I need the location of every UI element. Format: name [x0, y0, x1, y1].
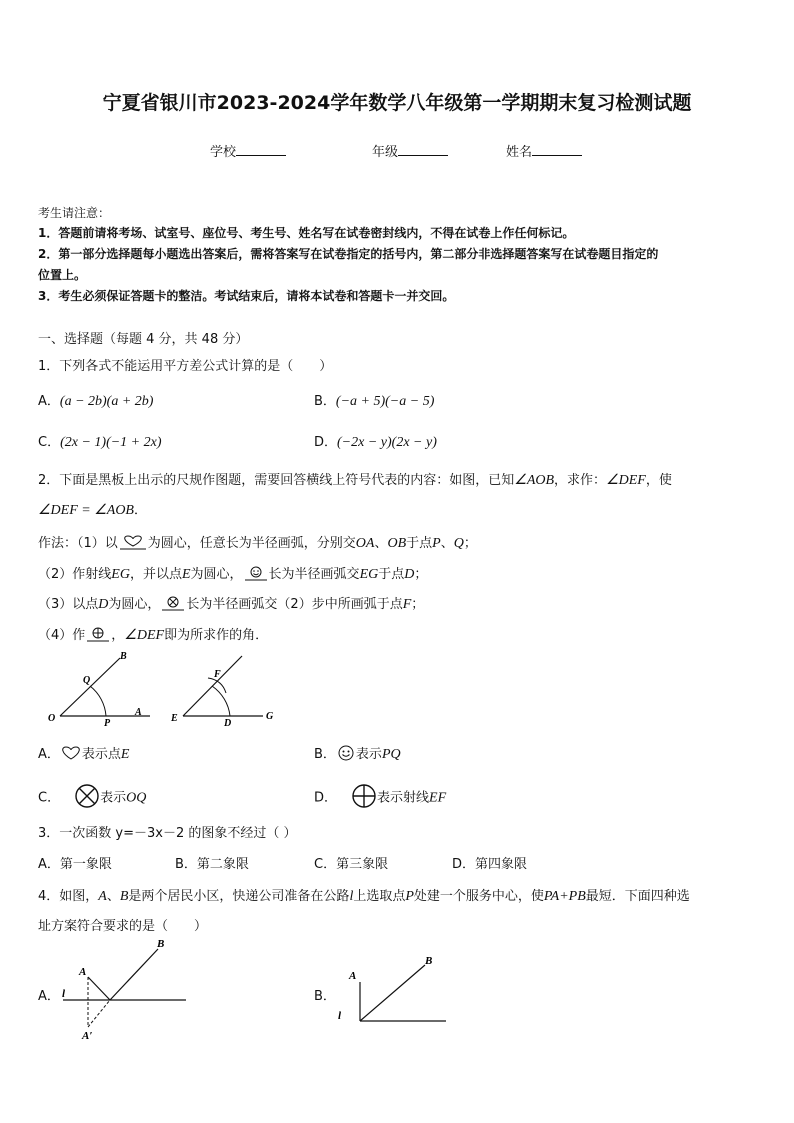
q3-stem: 3．一次函数 y=－3x－2 的图象不经过（ ）	[38, 826, 297, 841]
segment-pb	[360, 965, 425, 1021]
heart-icon	[118, 534, 148, 554]
q2-stem-line1: 2．下面是黑板上出示的尺规作图题，需要回答横线上符号代表的内容：如图，已知∠AOB，求作：∠DEF，使	[38, 473, 672, 488]
q3-option-c[interactable]: C．第三象限	[314, 857, 389, 872]
label-a: A	[349, 970, 357, 982]
q2-option-c[interactable]: C． 表示OQ	[38, 783, 146, 813]
q3-option-d[interactable]: D．第四象限	[452, 857, 528, 872]
crossed-circle-icon	[160, 595, 186, 615]
q1-option-b[interactable]: B．(−a + 5)(−a − 5)	[314, 394, 435, 409]
q2-option-b[interactable]: B． 表示PQ	[314, 743, 401, 765]
q1-option-c[interactable]: C．(2x − 1)(−1 + 2x)	[38, 435, 162, 450]
ray-ob	[60, 658, 120, 716]
name-blank[interactable]	[532, 143, 582, 156]
notice-item-2-cont: 位置上。	[38, 268, 87, 282]
notice-item-1: 1．答题前请将考场、试室号、座位号、考生号、姓名写在试卷密封线内，不得在试卷上作任何标记。	[38, 226, 575, 240]
arc-pq	[90, 686, 106, 716]
label-p: P	[104, 718, 111, 728]
crossed-circle-icon	[74, 783, 100, 813]
q2-method-step4: （4）作 ，∠DEF即为所求作的角．	[38, 624, 268, 646]
label-b: B	[425, 955, 433, 967]
name-field	[506, 141, 582, 160]
notice-heading: 考生请注意：	[38, 206, 111, 220]
notice-item-2: 2．第一部分选择题每小题选出答案后，需将答案写在试卷指定的括号内，第二部分非选择题答案写在试卷题目指定的	[38, 247, 659, 261]
label-e: E	[171, 713, 178, 724]
q4-figure-a	[58, 935, 193, 1045]
grade-field	[372, 141, 448, 160]
plus-circle-icon	[351, 783, 377, 813]
arc-f	[208, 678, 226, 693]
q1-stem: 1．下列各式不能运用平方差公式计算的是（ ）	[38, 359, 333, 374]
q2-option-d[interactable]: D． 表示射线EF	[314, 783, 446, 813]
label-b: B	[157, 938, 165, 950]
q3-option-b[interactable]: B．第二象限	[175, 857, 249, 872]
q2-construction-figures	[40, 648, 290, 728]
name-label: 姓名	[506, 145, 533, 160]
q4-option-a[interactable]: A．	[38, 989, 60, 1004]
smiley-icon	[336, 745, 356, 765]
q4-option-b[interactable]: B．	[314, 989, 336, 1004]
school-label: 学校	[210, 145, 237, 160]
q2-stem-line2: ∠DEF = ∠AOB．	[38, 503, 147, 518]
q2-option-a[interactable]: A． 表示点E	[38, 743, 129, 765]
smiley-icon	[243, 565, 269, 585]
q4-stem-line2: 址方案符合要求的是（ ）	[38, 919, 208, 934]
page-title: 宁夏省银川市2023-2024学年数学八年级第一学期期末复习检测试题	[102, 92, 692, 114]
label-a: A	[79, 966, 87, 978]
reflection-dashed	[88, 1000, 110, 1027]
notice-item-3: 3．考生必须保证答题卡的整洁。考试结束后，请将本试卷和答题卡一并交回。	[38, 289, 455, 303]
label-f: F	[214, 669, 221, 680]
q2-method-step2: （2）作射线EG，并以点E为圆心， 长为半径画弧交EG于点D；	[38, 563, 427, 585]
label-q: Q	[83, 675, 91, 686]
label-a-prime: A′	[82, 1030, 93, 1042]
label-b: B	[120, 651, 127, 662]
q1-option-a[interactable]: A．(a − 2b)(a + 2b)	[38, 394, 154, 409]
arc-df	[212, 686, 230, 716]
label-g: G	[266, 711, 274, 722]
q2-method-step1: 作法：（1）以 为圆心，任意长为半径画弧，分别交OA、OB于点P、Q；	[38, 532, 477, 554]
q3-option-a[interactable]: A．第一象限	[38, 857, 112, 872]
school-blank[interactable]	[236, 143, 286, 156]
segment-pb	[110, 949, 158, 1000]
plus-circle-icon	[85, 626, 111, 646]
section-heading: 一、选择题（每题 4 分，共 48 分）	[38, 332, 249, 347]
label-l: l	[338, 1010, 342, 1022]
label-l: l	[62, 988, 66, 1000]
label-a: A	[135, 707, 142, 718]
q4-figure-b	[333, 950, 453, 1030]
grade-blank[interactable]	[398, 143, 448, 156]
heart-icon	[60, 745, 82, 765]
q1-option-d[interactable]: D．(−2x − y)(2x − y)	[314, 435, 437, 450]
q4-stem-line1: 4．如图，A、B是两个居民小区，快递公司准备在公路l上选取点P处建一个服务中心，使PA+PB最短．下面四种选	[38, 889, 690, 904]
label-d: D	[224, 718, 232, 728]
segment-pa	[88, 977, 110, 1000]
label-o: O	[48, 713, 56, 724]
school-field	[210, 141, 286, 160]
q2-method-step3: （3）以点D为圆心， 长为半径画弧交（2）步中所画弧于点F；	[38, 593, 424, 615]
grade-label: 年级	[372, 145, 399, 160]
